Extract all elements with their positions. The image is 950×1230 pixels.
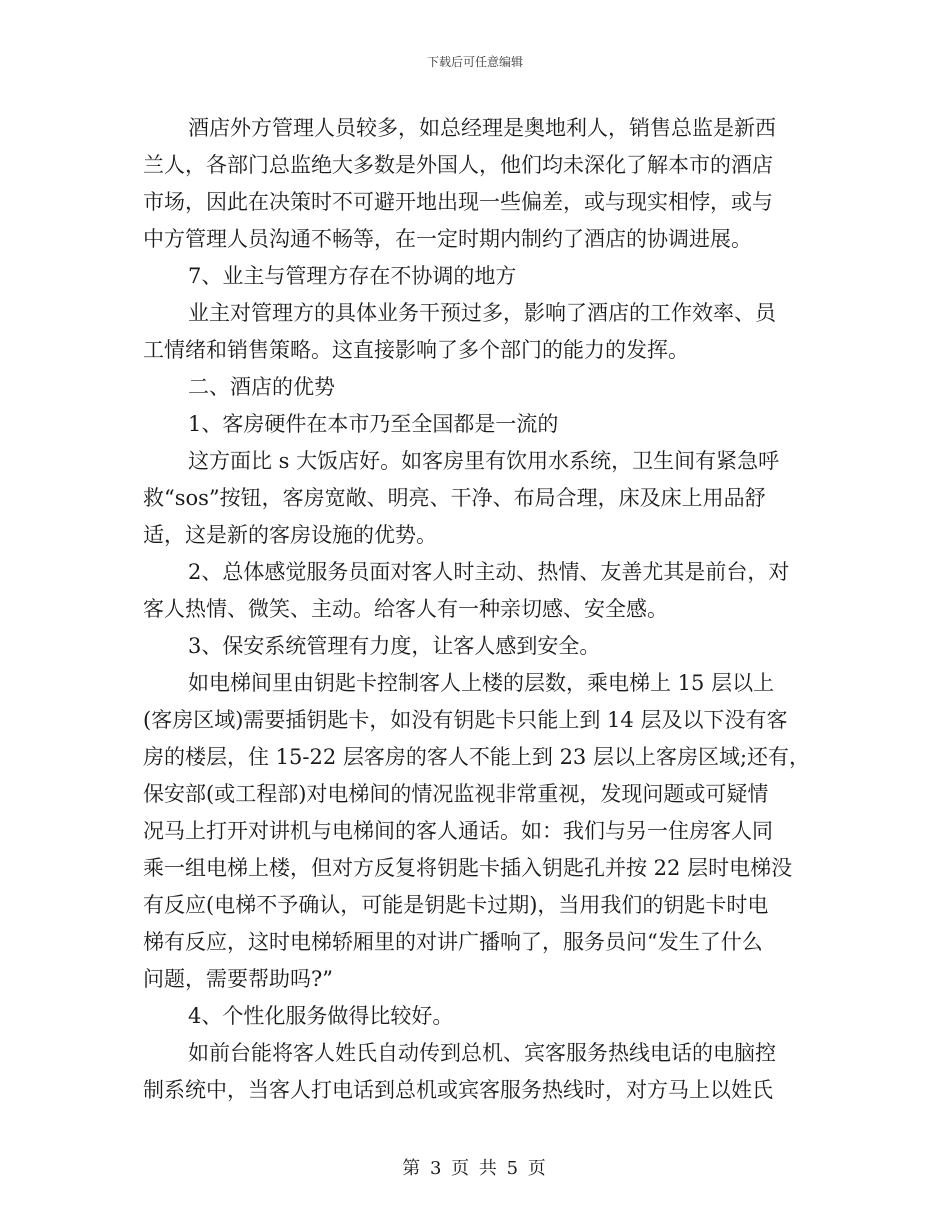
text-line: 7、业主与管理方存在不协调的地方 — [188, 264, 517, 288]
page-header: 下载后可任意编辑 — [426, 55, 523, 69]
text-line: 如前台能将客人姓氏自动传到总机、宾客服务热线电话的电脑控 — [188, 1041, 776, 1065]
text-line: 这方面比 s 大饭店好。如客房里有饮用水系统，卫生间有紧急呼 — [188, 449, 780, 473]
text-line: 客人热情、微笑、主动。给客人有一种亲切感、安全感。 — [143, 597, 668, 621]
text-line: 4、个性化服务做得比较好。 — [188, 1004, 454, 1028]
text-line: 业主对管理方的具体业务干预过多，影响了酒店的工作效率、员 — [188, 301, 776, 325]
document-body — [143, 110, 811, 1109]
text-line: 救“sos”按钮，客房宽敞、明亮、干净、布局合理，床及床上用品舒 — [143, 486, 766, 510]
text-line: 中方管理人员沟通不畅等，在一定时期内制约了酒店的协调进展。 — [143, 227, 752, 251]
text-line: 1、客房硬件在本市乃至全国都是一流的 — [188, 412, 559, 436]
text-line: 保安部(或工程部)对电梯间的情况监视非常重视，发现问题或可疑情 — [143, 782, 769, 806]
text-line: 2、总体感觉服务员面对客人时主动、热情、友善尤其是前台，对 — [188, 560, 790, 584]
text-line: 制系统中，当客人打电话到总机或宾客服务热线时，对方马上以姓氏 — [143, 1078, 773, 1102]
text-line: (客房区域)需要插钥匙卡，如没有钥匙卡只能上到 14 层及以下没有客 — [143, 708, 788, 732]
text-line: 酒店外方管理人员较多，如总经理是奥地利人，销售总监是新西 — [188, 116, 776, 140]
page-footer: 第 3 页 共 5 页 — [402, 1158, 548, 1179]
text-line: 兰人，各部门总监绝大多数是外国人，他们均未深化了解本市的酒店 — [143, 153, 773, 177]
text-line: 适，这是新的客房设施的优势。 — [143, 523, 437, 547]
text-line: 市场，因此在决策时不可避开地出现一些偏差，或与现实相悖，或与 — [143, 190, 773, 214]
text-line: 二、酒店的优势 — [188, 375, 335, 399]
text-line: 况马上打开对讲机与电梯间的客人通话。如：我们与另一住房客人同 — [143, 819, 773, 843]
text-line: 3、保安系统管理有力度，让客人感到安全。 — [188, 634, 601, 658]
text-line: 问题，需要帮助吗?” — [143, 967, 333, 991]
text-line: 房的楼层，住 15-22 层客房的客人不能上到 23 层以上客房区域;还有， — [143, 745, 811, 769]
text-line: 乘一组电梯上楼，但对方反复将钥匙卡插入钥匙孔并按 22 层时电梯没 — [143, 856, 793, 880]
text-line: 如电梯间里由钥匙卡控制客人上楼的层数，乘电梯上 15 层以上 — [188, 671, 775, 695]
text-line: 梯有反应，这时电梯轿厢里的对讲广播响了，服务员问“发生了什么 — [143, 930, 763, 954]
text-line: 工情绪和销售策略。这直接影响了多个部门的能力的发挥。 — [143, 338, 689, 362]
text-line: 有反应(电梯不予确认，可能是钥匙卡过期)，当用我们的钥匙卡时电 — [143, 893, 769, 917]
